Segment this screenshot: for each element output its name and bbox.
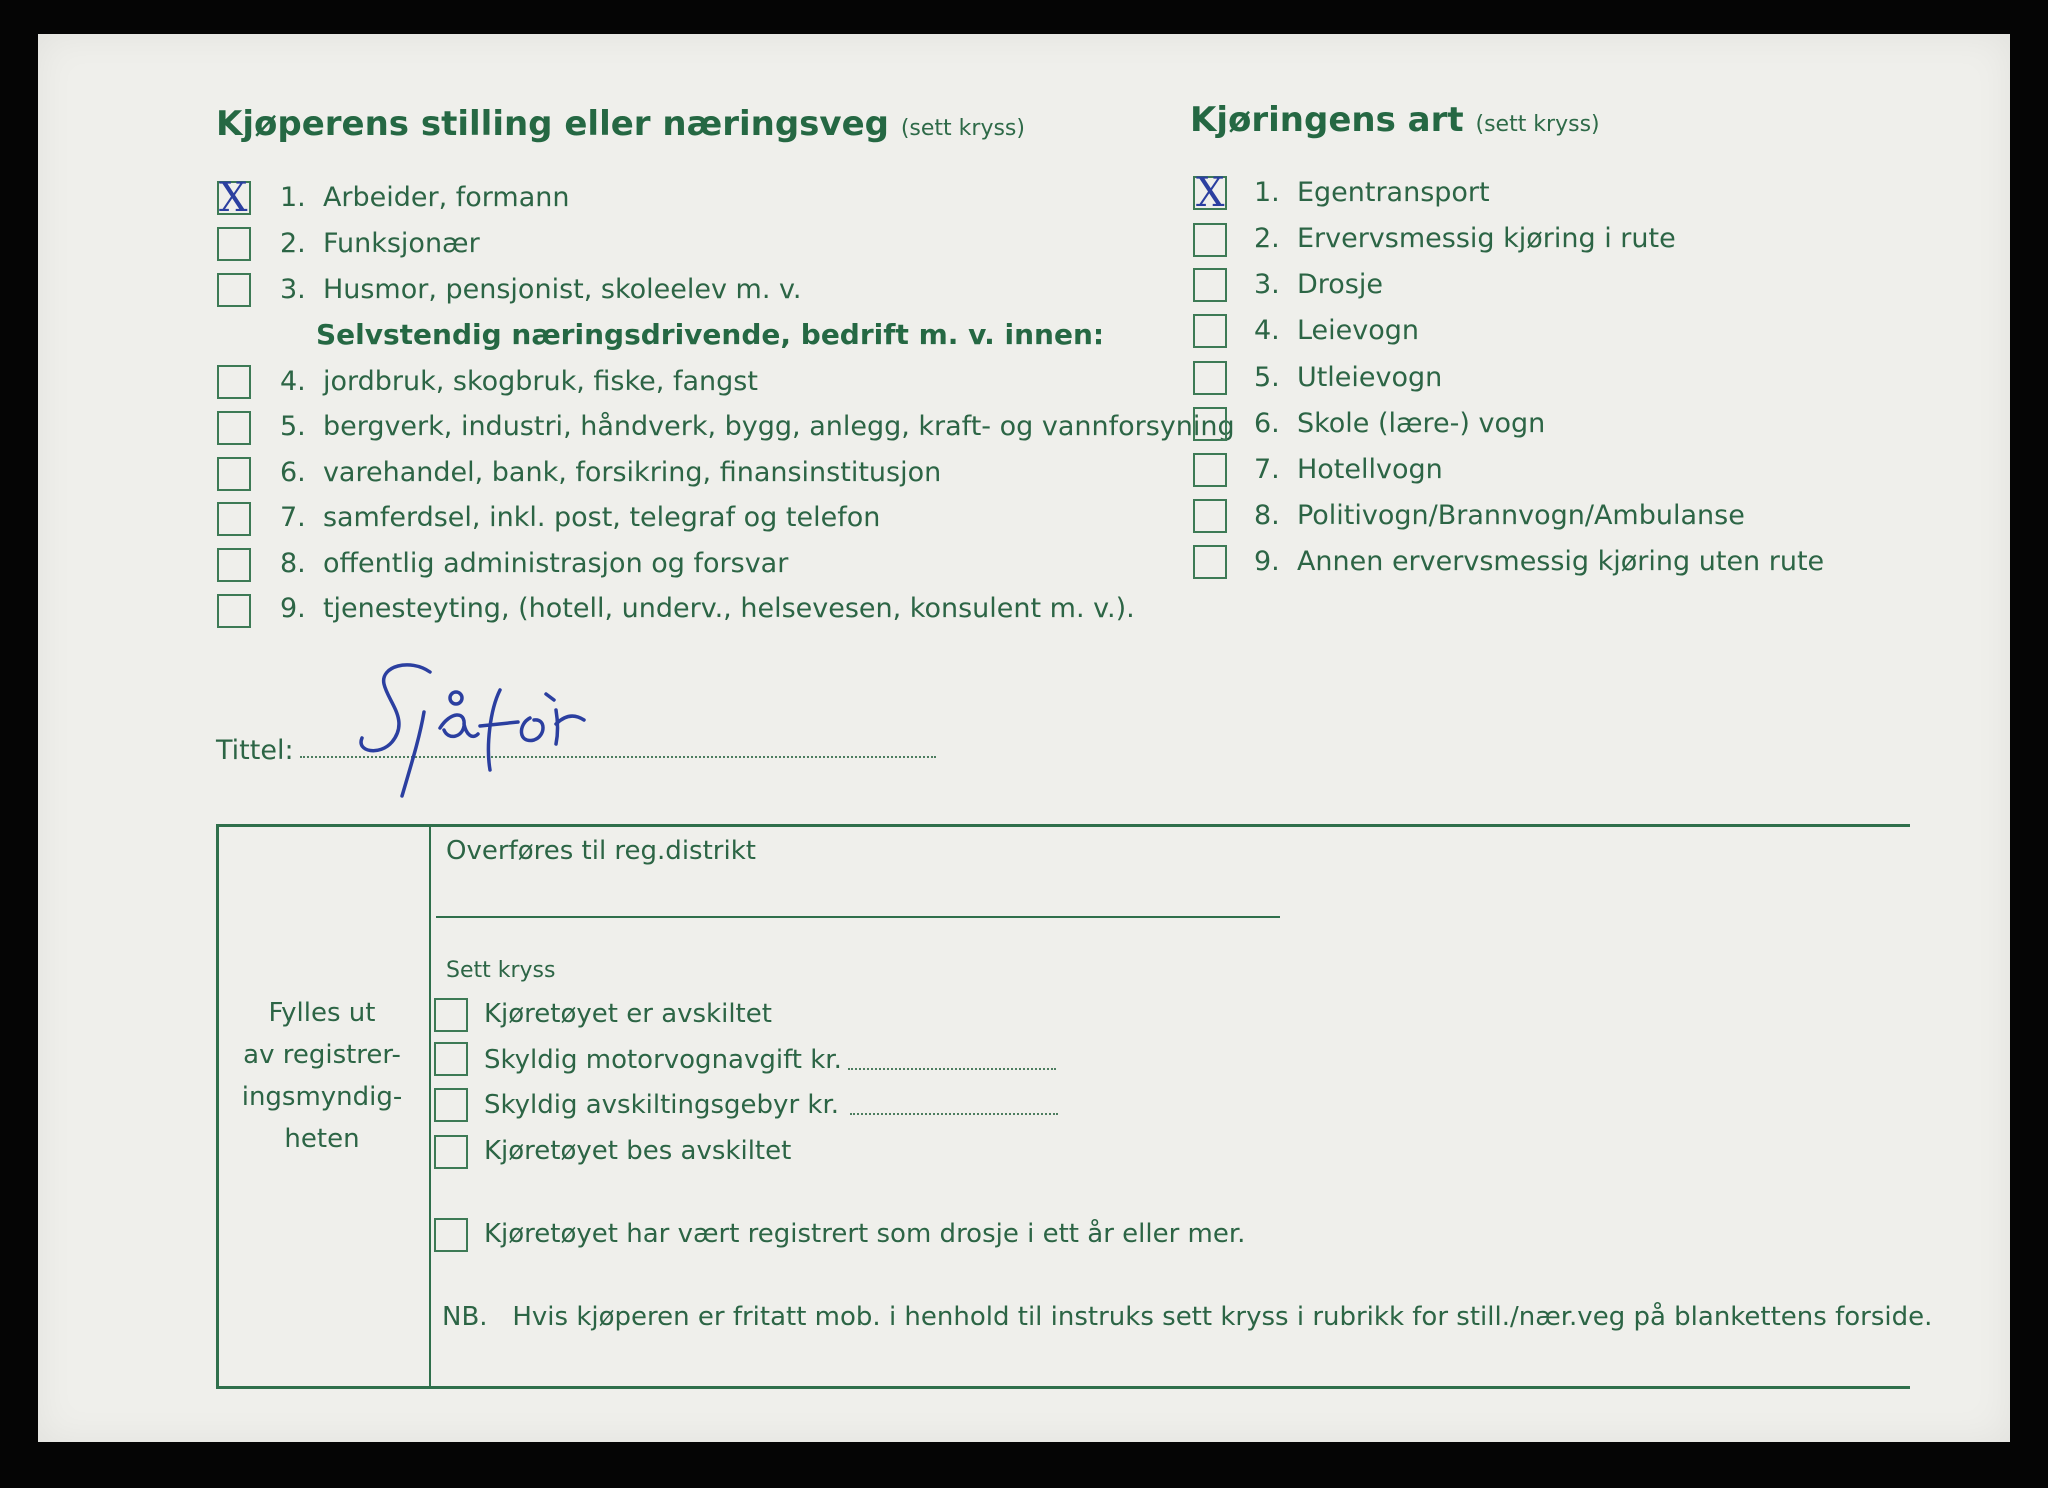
item-label: Politivogn/Brannvogn/Ambulanse (1296, 500, 1745, 531)
item-label: bergverk, industri, håndverk, bygg, anlegg, kraft- og vannforsyning (322, 411, 1235, 442)
avskiltingsgebyr-amount-line[interactable] (850, 1113, 1058, 1115)
item-number: 5. (1254, 362, 1280, 393)
sig-stroke (402, 712, 424, 796)
item-number: 7. (1254, 454, 1280, 485)
item-number: 6. (280, 457, 306, 488)
sig-stroke (450, 692, 462, 704)
check-label: Kjøretøyet har vært registrert som drosje i ett år eller mer. (484, 1219, 1246, 1249)
checkbox-avskiltet[interactable] (434, 998, 468, 1032)
list-item (1254, 409, 1545, 439)
right-heading-text: Kjøringens art (1190, 100, 1464, 140)
left-heading-hint: (sett kryss) (900, 116, 1025, 141)
checkbox-annen-kjoring[interactable] (1193, 545, 1227, 579)
item-label: samferdsel, inkl. post, telegraf og telefon (322, 502, 881, 533)
nb-label: NB. (442, 1302, 488, 1332)
list-item (1254, 178, 1490, 208)
sig-stroke (546, 694, 554, 700)
side-label-line: heten (284, 1124, 360, 1154)
check-label: Skyldig motorvognavgift kr. (484, 1045, 842, 1075)
list-item (280, 594, 1135, 624)
item-label: Husmor, pensjonist, skoleelev m. v. (322, 274, 802, 305)
checkbox-bes-avskiltet[interactable] (434, 1135, 468, 1169)
item-label: varehandel, bank, forsikring, finansinstitusjon (322, 457, 942, 488)
item-number: 3. (280, 274, 306, 305)
item-label: tjenesteyting, (hotell, underv., helsevesen, konsulent m. v.). (322, 593, 1135, 624)
registry-side-label (222, 992, 422, 1160)
checkbox-jordbruk[interactable] (217, 365, 251, 399)
list-item (280, 549, 788, 579)
checkbox-leievogn[interactable] (1193, 314, 1227, 348)
motorvognavgift-amount-line[interactable] (848, 1068, 1056, 1070)
check-hint: Sett kryss (446, 958, 556, 983)
checkbox-drosje[interactable] (1193, 268, 1227, 302)
item-number: 5. (280, 411, 306, 442)
nb-text: Hvis kjøperen er fritatt mob. i henhold til instruks sett kryss i rubrikk for still./nær.veg på blankettens forside. (512, 1302, 1933, 1332)
checkbox-husmor[interactable] (217, 273, 251, 307)
transfer-label: Overføres til reg.distrikt (446, 836, 756, 866)
list-item (280, 503, 880, 533)
left-subheading: Selvstendig næringsdrivende, bedrift m. v. innen: (316, 318, 1105, 351)
checkbox-varehandel[interactable] (217, 457, 251, 491)
list-item (280, 367, 758, 397)
checkbox-ervervsmessig-rute[interactable] (1193, 223, 1227, 257)
check-label: Kjøretøyet er avskiltet (484, 999, 772, 1029)
check-label: Skyldig avskiltingsgebyr kr. (484, 1090, 840, 1120)
handwritten-title-signature (340, 650, 700, 810)
list-item (1254, 363, 1442, 393)
item-label: jordbruk, skogbruk, fiske, fangst (322, 366, 758, 397)
item-label: Arbeider, formann (322, 182, 570, 213)
registry-top-rule (216, 824, 1910, 827)
checkbox-drosje-ett-ar[interactable] (434, 1218, 468, 1252)
list-item (1254, 316, 1419, 346)
list-item (1254, 455, 1443, 485)
item-number: 2. (1254, 223, 1280, 254)
item-label: Hotellvogn (1296, 454, 1443, 485)
checkbox-bergverk[interactable] (217, 411, 251, 445)
item-label: Ervervsmessig kjøring i rute (1296, 223, 1676, 254)
check-label: Kjøretøyet bes avskiltet (484, 1136, 792, 1166)
registry-bottom-rule (216, 1386, 1910, 1389)
list-item (280, 275, 801, 305)
side-label-line: ingsmyndig- (241, 1082, 403, 1112)
item-number: 1. (280, 182, 306, 213)
list-item (1254, 270, 1383, 300)
list-item (280, 183, 570, 213)
handwritten-check-mark: X (219, 175, 248, 221)
checkbox-utleievogn[interactable] (1193, 361, 1227, 395)
item-label: Egentransport (1296, 177, 1490, 208)
item-number: 9. (1254, 546, 1280, 577)
left-heading-text: Kjøperens stilling eller næringsveg (216, 104, 889, 144)
item-label: Drosje (1296, 269, 1383, 300)
checkbox-tjenesteyting[interactable] (217, 594, 251, 628)
list-item (1254, 547, 1824, 577)
item-label: Skole (lære-) vogn (1296, 408, 1546, 439)
left-heading (216, 104, 1025, 144)
right-heading-hint: (sett kryss) (1475, 112, 1600, 137)
side-label-line: av registrer- (243, 1040, 401, 1070)
sig-stroke (440, 715, 478, 736)
list-item (280, 229, 480, 259)
registry-left-rule (216, 824, 219, 1389)
side-label-line: Fylles ut (268, 998, 376, 1028)
checkbox-motorvognavgift[interactable] (434, 1042, 468, 1076)
checkbox-politivogn[interactable] (1193, 499, 1227, 533)
item-label: Utleievogn (1296, 362, 1443, 393)
sig-stroke (521, 718, 543, 741)
nb-note (442, 1302, 1932, 1332)
item-number: 1. (1254, 177, 1280, 208)
right-heading (1190, 100, 1600, 140)
item-number: 6. (1254, 408, 1280, 439)
checkbox-avskiltingsgebyr[interactable] (434, 1088, 468, 1122)
checkbox-hotellvogn[interactable] (1193, 453, 1227, 487)
item-number: 3. (1254, 269, 1280, 300)
checkbox-samferdsel[interactable] (217, 502, 251, 536)
item-label: Leievogn (1296, 315, 1419, 346)
sig-stroke (480, 690, 518, 770)
item-label: Annen ervervsmessig kjøring uten rute (1296, 546, 1825, 577)
title-label: Tittel: (216, 735, 294, 766)
transfer-line[interactable] (436, 916, 1280, 918)
checkbox-offentlig[interactable] (217, 548, 251, 582)
item-number: 8. (1254, 500, 1280, 531)
handwritten-title-text (342, 650, 345, 651)
item-number: 2. (280, 228, 306, 259)
item-number: 4. (1254, 315, 1280, 346)
checkbox-funksjonaer[interactable] (217, 227, 251, 261)
item-number: 9. (280, 593, 306, 624)
item-label: offentlig administrasjon og forsvar (322, 548, 789, 579)
list-item (1254, 501, 1745, 531)
registry-divider (429, 826, 431, 1386)
list-item (280, 458, 941, 488)
item-number: 8. (280, 548, 306, 579)
item-number: 4. (280, 366, 306, 397)
item-number: 7. (280, 502, 306, 533)
list-item (1254, 224, 1676, 254)
handwritten-check-mark: X (1196, 170, 1225, 216)
item-label: Funksjonær (322, 228, 480, 259)
list-item (280, 412, 1235, 442)
sig-stroke (556, 710, 584, 744)
checkbox-skolevogn[interactable] (1193, 407, 1227, 441)
